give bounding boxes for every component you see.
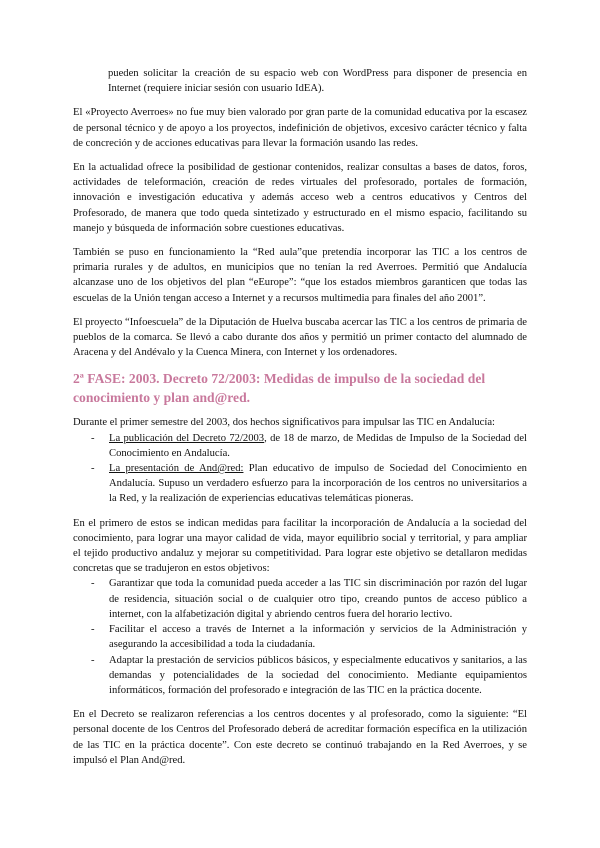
list-item [73,431,527,461]
dash-bullet: - [91,624,95,636]
measures-list [73,576,527,698]
list-item [73,576,527,622]
paragraph-red-aula: También se puso en funcionamiento la “Red aula”que pretendía incorporar las TIC a los centros de primaria rurales y de adultos, en municipios que no tenían la red Averroes. Permitió que Andalucía alcanzase uno de los objetivos del plan “eEurope”: “que los estados miembros garanticen que todas las escuelas de la Unión tengan acceso a Internet y a recursos multimedia para finales del año 2001”. [73,247,527,304]
andared-link-text: La presentación de And@red: [109,463,244,475]
list-item [73,622,527,652]
paragraph-current-features: En la actualidad ofrece la posibilidad de gestionar contenidos, realizar consultas a bases de datos, foros, actividades de teleformación, creación de redes virtuales del profesorado, portales de formación, innovación e investigación educativa y además acceso web a centros educativos y Centros del Profesorado, de manera que todo queda sintetizado y estructurado en el mismo espacio, facilitando su manejo y búsqueda de información sobre cuestiones educativas. [73,162,527,234]
events-list [73,431,527,507]
dash-bullet: - [91,654,95,666]
list-item-text: Facilitar el acceso a través de Internet a la información y servicios de la Administración y asegurando la accesibilidad a toda la ciudadanía. [109,624,527,651]
list-item [73,653,527,699]
paragraph-averroes-valuation: El «Proyecto Averroes» no fue muy bien valorado por gran parte de la comunidad educativa por la escasez de personal técnico y de apoyo a los proyectos, indefinición de objetivos, excesivo carácter técnico y falta de concreción y de acciones educativas para llevar la formación usando las redes. [73,107,527,149]
dash-bullet: - [91,463,95,475]
paragraph-infoescuela: El proyecto “Infoescuela” de la Diputación de Huelva buscaba acercar las TIC a los centros de primaria de pueblos de la comarca. Se llevó a cabo durante dos años y permitió un primer contacto del alumnado de Aracena y del Andévalo y la Cuenca Minera, con Internet y los ordenadores. [73,316,527,359]
paragraph-measures-intro: En el primero de estos se indican medidas para facilitar la incorporación de Andalucía a la sociedad del conocimiento, para lograr una mayor calidad de vida, mayor equilibrio social y territorial, y para ampliar el tejido productivo andaluz y mejorar su competitividad. Para lograr este objetivo se detallaron medidas concretas que se tradujeron en estos objetivos: [73,517,527,575]
dash-bullet: - [91,578,95,590]
section-heading-fase-2: 2ª FASE: 2003. Decreto 72/2003: Medidas de impulso de la sociedad del conocimiento y plan and@red. [73,371,486,406]
list-item-text: , de 18 de marzo, de Medidas de Impulso de la Sociedad del Conocimiento en Andalucía. [109,432,527,459]
dash-bullet: - [91,432,95,444]
list-item-text: Adaptar la prestación de servicios públicos básicos, y especialmente educativos y sanitarios, a las demandas y potencialidades de la sociedad del conocimiento. Mediante equipamientos informáticos, formación del profesorado e integración de las TIC en la práctica docente. [109,654,527,696]
paragraph-intro-2003: Durante el primer semestre del 2003, dos hechos significativos para impulsar las TIC en Andalucía: [73,417,495,429]
list-item-text: Garantizar que toda la comunidad pueda acceder a las TIC sin discriminación por razón del lugar de residencia, situación social o de cualquier otro tipo, creando puntos de acceso público a internet, con la alfabetización digital y abriendo centros fuera del horario lectivo. [109,578,527,620]
document-page [73,66,527,777]
paragraph-wordpress: pueden solicitar la creación de su espacio web con WordPress para disponer de presencia en Internet (requiere iniciar sesión con usuario IdEA). [108,68,527,95]
paragraph-closing: En el Decreto se realizaron referencias a los centros docentes y al profesorado, como la siguiente: “El personal docente de los Centros del Profesorado deberá de acreditar formación específica en la utilización de las TIC en la práctica docente”. Con este decreto se continuó trabajando en la Red Averroes, y se impulsó el Plan And@red. [73,709,527,766]
list-item-text: Plan educativo de impulso de Sociedad del Conocimiento en Andalucía. Supuso un verdadero esfuerzo para la incorporación de los centros no universitarios a la Red, y la realización de experiencias educativas telemáticas pioneras. [109,463,527,505]
decreto-link-text: La publicación del Decreto 72/2003 [109,432,265,444]
list-item [73,461,527,507]
